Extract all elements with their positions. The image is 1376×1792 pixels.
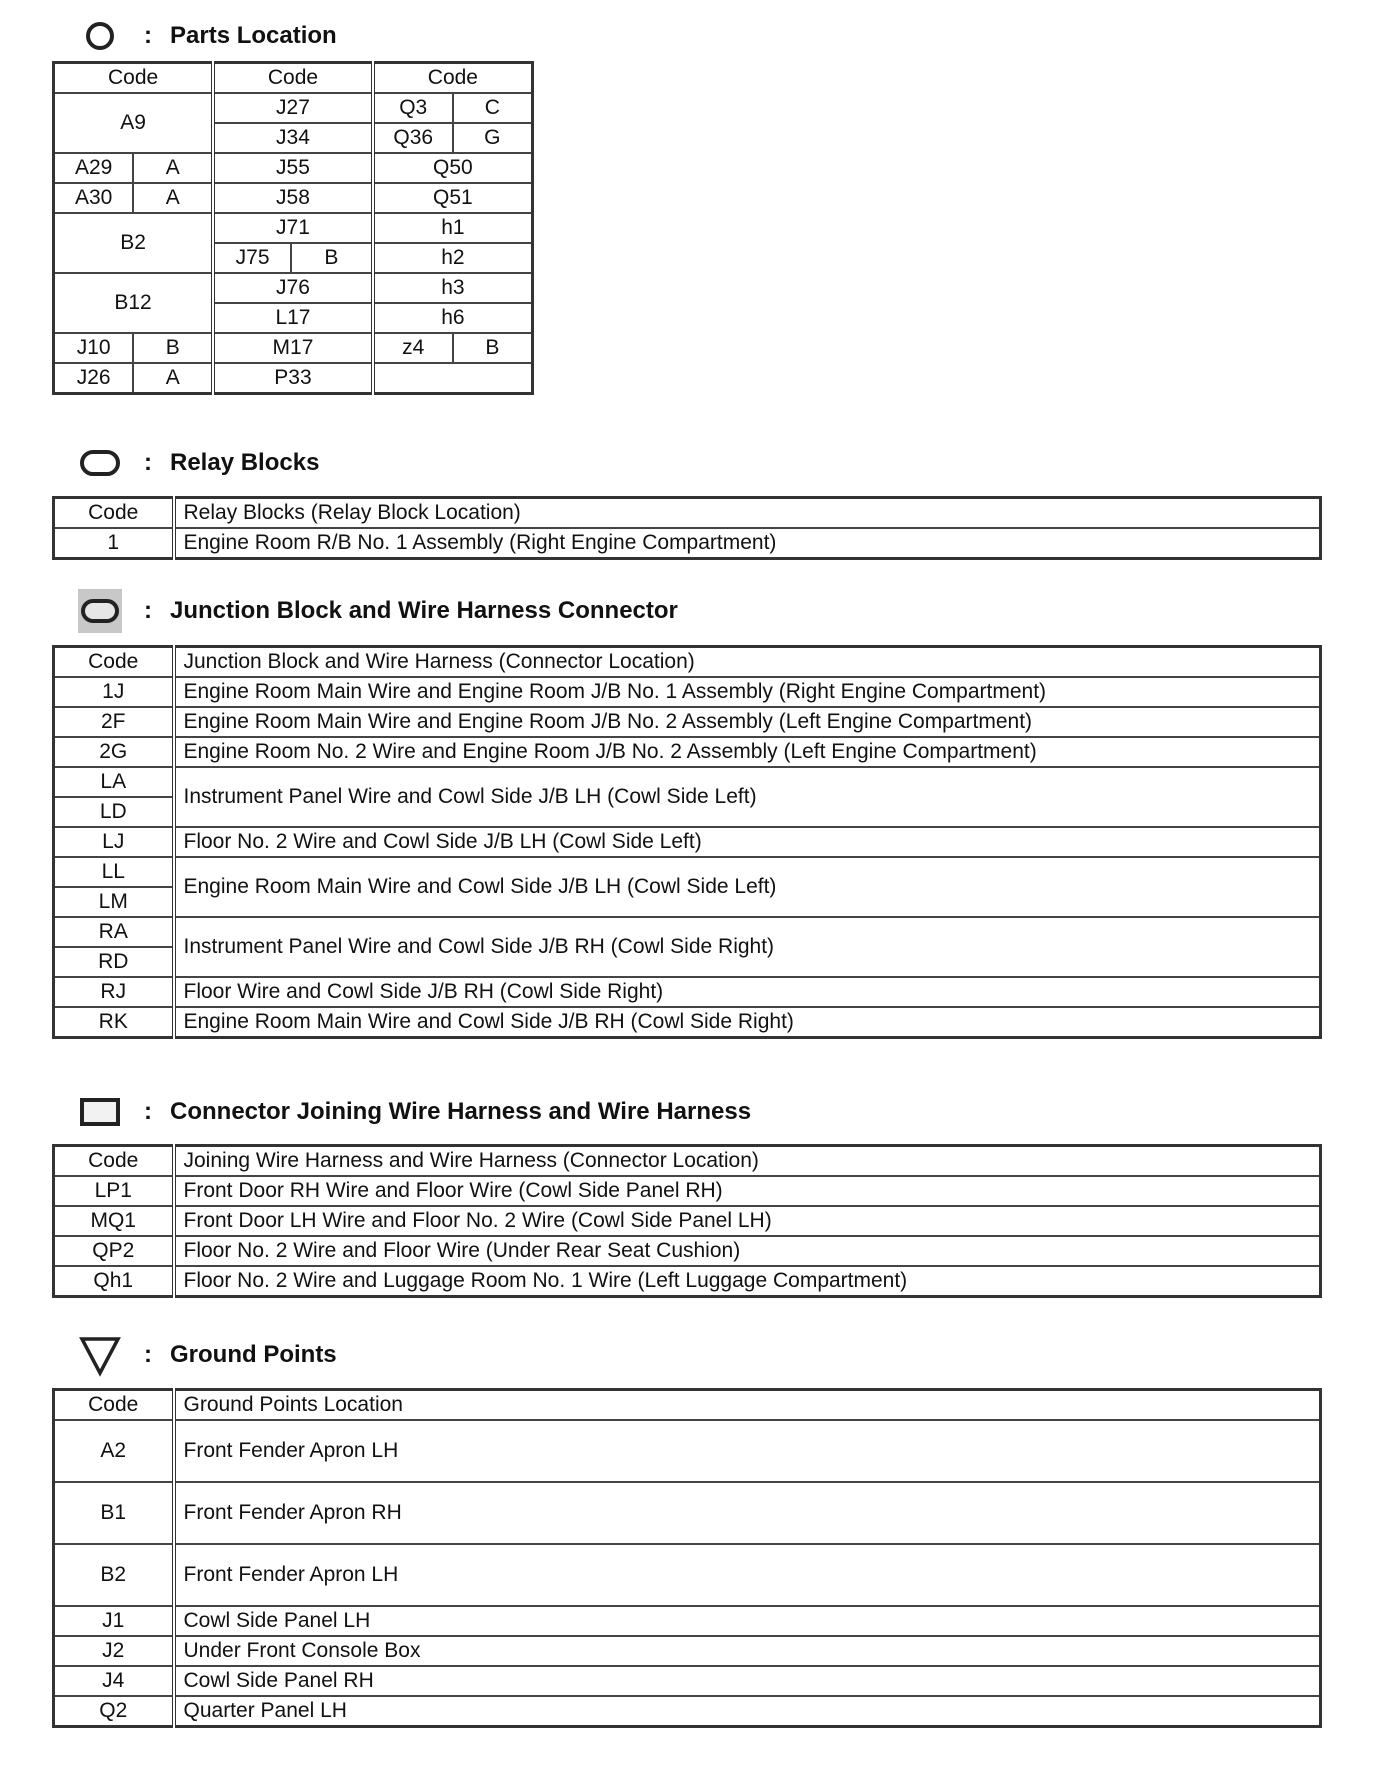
location-cell: Engine Room No. 2 Wire and Engine Room J/B No. 2 Assembly (Left Engine Compartment)	[174, 737, 1321, 767]
header-code: Code	[54, 498, 174, 529]
code-cell: Qh1	[54, 1266, 174, 1297]
code-cell: J58	[213, 183, 373, 213]
table-row	[54, 1636, 1321, 1666]
location-cell: Front Fender Apron RH	[174, 1482, 1321, 1544]
code-cell: J4	[54, 1666, 174, 1696]
location-cell: Front Fender Apron LH	[174, 1544, 1321, 1606]
table-row	[54, 528, 1321, 559]
section-title: Parts Location	[170, 22, 337, 49]
heading-colon: :	[144, 1341, 152, 1368]
code-cell: B12	[54, 273, 214, 333]
section-title: Junction Block and Wire Harness Connector	[170, 597, 678, 624]
code-suffix-cell: B	[453, 333, 533, 363]
square-icon	[78, 1092, 122, 1132]
location-cell: Floor Wire and Cowl Side J/B RH (Cowl Side Right)	[174, 977, 1321, 1007]
code-cell: RA	[54, 917, 174, 947]
header-code: Code	[54, 63, 214, 94]
code-cell	[373, 363, 533, 394]
code-cell: RK	[54, 1007, 174, 1038]
code-cell: LP1	[54, 1176, 174, 1206]
code-cell: h2	[373, 243, 533, 273]
table-row	[54, 827, 1321, 857]
code-cell: LL	[54, 857, 174, 887]
code-cell: J1	[54, 1606, 174, 1636]
table-header-row	[54, 647, 1321, 678]
location-cell: Engine Room Main Wire and Cowl Side J/B RH (Cowl Side Right)	[174, 1007, 1321, 1038]
location-cell: Engine Room R/B No. 1 Assembly (Right Engine Compartment)	[174, 528, 1321, 559]
table-row	[54, 1206, 1321, 1236]
code-cell: Q36	[373, 123, 453, 153]
location-cell: Floor No. 2 Wire and Cowl Side J/B LH (Cowl Side Left)	[174, 827, 1321, 857]
code-cell: A2	[54, 1420, 174, 1482]
location-cell: Floor No. 2 Wire and Luggage Room No. 1 Wire (Left Luggage Compartment)	[174, 1266, 1321, 1297]
table-row	[54, 1544, 1321, 1606]
code-cell: 1	[54, 528, 174, 559]
header-location: Junction Block and Wire Harness (Connector Location)	[174, 647, 1321, 678]
code-cell: MQ1	[54, 1206, 174, 1236]
code-cell: L17	[213, 303, 373, 333]
circle-icon	[78, 16, 122, 56]
code-cell: J10	[54, 333, 134, 363]
connector-joining-heading	[78, 1092, 751, 1132]
code-cell: B1	[54, 1482, 174, 1544]
table-row	[54, 1266, 1321, 1297]
code-cell: Q51	[373, 183, 533, 213]
location-cell: Cowl Side Panel RH	[174, 1666, 1321, 1696]
header-location: Joining Wire Harness and Wire Harness (Connector Location)	[174, 1146, 1321, 1177]
table-row	[54, 1666, 1321, 1696]
heading-colon: :	[144, 1098, 152, 1125]
code-cell: Q2	[54, 1696, 174, 1727]
header-code: Code	[54, 647, 174, 678]
code-suffix-cell: A	[133, 183, 213, 213]
code-cell: 2F	[54, 707, 174, 737]
code-cell: h6	[373, 303, 533, 333]
code-cell: J75	[213, 243, 291, 273]
location-cell: Instrument Panel Wire and Cowl Side J/B RH (Cowl Side Right)	[174, 917, 1321, 977]
location-cell: Front Door LH Wire and Floor No. 2 Wire (Cowl Side Panel LH)	[174, 1206, 1321, 1236]
code-cell: h1	[373, 213, 533, 243]
code-cell: LJ	[54, 827, 174, 857]
header-code: Code	[54, 1390, 174, 1421]
location-cell: Quarter Panel LH	[174, 1696, 1321, 1727]
code-cell: J55	[213, 153, 373, 183]
code-cell: B2	[54, 1544, 174, 1606]
code-cell: B2	[54, 213, 214, 273]
code-cell: J71	[213, 213, 373, 243]
header-code: Code	[213, 63, 373, 94]
relay-blocks-table	[52, 496, 1322, 560]
junction-block-heading	[78, 591, 678, 631]
location-cell: Engine Room Main Wire and Engine Room J/B No. 1 Assembly (Right Engine Compartment)	[174, 677, 1321, 707]
location-cell: Under Front Console Box	[174, 1636, 1321, 1666]
code-cell: J34	[213, 123, 373, 153]
code-cell: J76	[213, 273, 373, 303]
code-cell: A30	[54, 183, 134, 213]
ground-points-table	[52, 1388, 1322, 1728]
code-cell: A9	[54, 93, 214, 153]
table-row	[54, 707, 1321, 737]
table-row	[54, 767, 1321, 797]
code-cell: RJ	[54, 977, 174, 1007]
table-header-row	[54, 1146, 1321, 1177]
code-cell: Q3	[373, 93, 453, 123]
table-header-row	[54, 498, 1321, 529]
code-cell: A29	[54, 153, 134, 183]
code-cell: M17	[213, 333, 373, 363]
code-cell: J27	[213, 93, 373, 123]
location-cell: Front Door RH Wire and Floor Wire (Cowl Side Panel RH)	[174, 1176, 1321, 1206]
location-cell: Front Fender Apron LH	[174, 1420, 1321, 1482]
location-cell: Engine Room Main Wire and Cowl Side J/B LH (Cowl Side Left)	[174, 857, 1321, 917]
code-cell: 1J	[54, 677, 174, 707]
heading-colon: :	[144, 22, 152, 49]
location-cell: Engine Room Main Wire and Engine Room J/B No. 2 Assembly (Left Engine Compartment)	[174, 707, 1321, 737]
code-cell: LD	[54, 797, 174, 827]
table-row	[54, 1236, 1321, 1266]
code-cell: RD	[54, 947, 174, 977]
code-cell: LM	[54, 887, 174, 917]
code-suffix-cell: A	[133, 153, 213, 183]
code-cell: 2G	[54, 737, 174, 767]
heading-colon: :	[144, 597, 152, 624]
location-cell: Instrument Panel Wire and Cowl Side J/B LH (Cowl Side Left)	[174, 767, 1321, 827]
rounded-rect-icon	[78, 443, 122, 483]
code-suffix-cell: B	[133, 333, 213, 363]
header-location: Relay Blocks (Relay Block Location)	[174, 498, 1321, 529]
header-code: Code	[373, 63, 533, 94]
header-code: Code	[54, 1146, 174, 1177]
code-suffix-cell: C	[453, 93, 533, 123]
parts-location-table	[52, 61, 534, 395]
shaded-rounded-rect-icon	[78, 591, 122, 631]
code-cell: h3	[373, 273, 533, 303]
ground-points-heading	[78, 1335, 337, 1375]
parts-location-heading	[78, 16, 337, 56]
table-header-row	[54, 1390, 1321, 1421]
relay-blocks-heading	[78, 443, 319, 483]
code-cell: z4	[373, 333, 453, 363]
code-suffix-cell: B	[291, 243, 373, 273]
header-location: Ground Points Location	[174, 1390, 1321, 1421]
triangle-down-icon	[78, 1335, 122, 1375]
table-row	[54, 1007, 1321, 1038]
code-cell: J26	[54, 363, 134, 394]
connector-joining-table	[52, 1144, 1322, 1298]
location-cell: Cowl Side Panel LH	[174, 1606, 1321, 1636]
section-title: Ground Points	[170, 1341, 337, 1368]
code-cell: P33	[213, 363, 373, 394]
section-title: Relay Blocks	[170, 449, 320, 476]
table-row	[54, 1606, 1321, 1636]
code-suffix-cell: G	[453, 123, 533, 153]
table-row	[54, 1176, 1321, 1206]
table-row	[54, 857, 1321, 887]
table-row	[54, 1696, 1321, 1727]
code-cell: Q50	[373, 153, 533, 183]
section-title: Connector Joining Wire Harness and Wire Harness	[170, 1098, 752, 1125]
code-cell: J2	[54, 1636, 174, 1666]
code-cell: LA	[54, 767, 174, 797]
location-cell: Floor No. 2 Wire and Floor Wire (Under Rear Seat Cushion)	[174, 1236, 1321, 1266]
table-row	[54, 737, 1321, 767]
heading-colon: :	[144, 449, 152, 476]
junction-block-table	[52, 645, 1322, 1039]
table-row	[54, 1420, 1321, 1482]
table-row	[54, 677, 1321, 707]
table-row	[54, 977, 1321, 1007]
code-suffix-cell: A	[133, 363, 213, 394]
table-row	[54, 1482, 1321, 1544]
code-cell: QP2	[54, 1236, 174, 1266]
table-row	[54, 917, 1321, 947]
